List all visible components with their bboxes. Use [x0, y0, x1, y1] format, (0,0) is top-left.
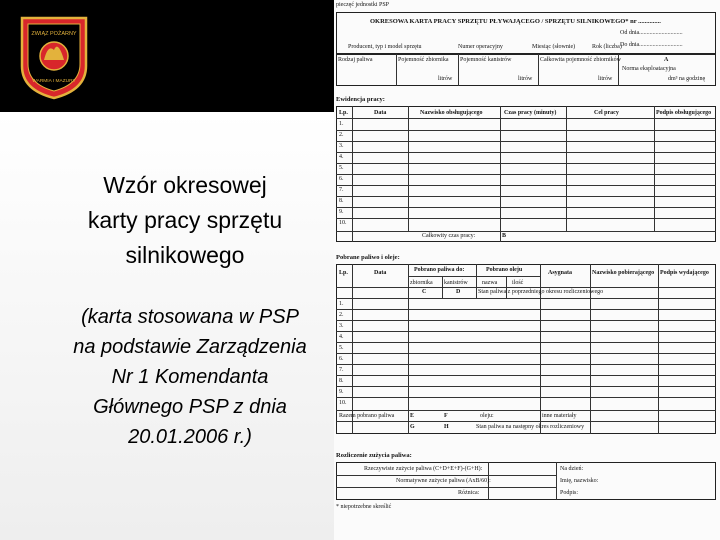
- calc-row-label: Różnica:: [458, 490, 480, 496]
- prev-fuel-label: Stan paliwa z poprzedniego okresu rozliczeniowego: [478, 289, 604, 295]
- row-number: 2.: [339, 312, 344, 318]
- column-header: Data: [374, 270, 387, 276]
- title-line: Wzór okresowej: [103, 172, 267, 198]
- column-header: Lp.: [339, 270, 348, 276]
- field-label: Rok (liczba): [592, 44, 622, 50]
- slide-subtitle: [40, 302, 340, 452]
- unit-label: litrów: [438, 76, 453, 82]
- work-section-title: Ewidencja pracy:: [336, 96, 385, 103]
- title-line: karty pracy sprzętu: [87, 207, 283, 233]
- norm-letter: A: [664, 57, 669, 63]
- column-header: Podpis obsługującego: [656, 110, 712, 116]
- row-number: 8.: [339, 378, 344, 384]
- row-number: 8.: [339, 198, 344, 204]
- field-label: Numer operacyjny: [458, 44, 503, 50]
- form-title: OKRESOWA KARTA PRACY SPRZĘTU PŁYWAJĄCEGO / SPRZĘTU SILNIKOWEGO* nr ..............: [370, 18, 661, 25]
- subtitle-line: Głównego PSP z dnia: [93, 396, 287, 418]
- column-subheader: zbiornika: [410, 280, 433, 286]
- field-label: Całkowita pojemność zbiorników: [540, 57, 621, 63]
- unit-label: litrów: [598, 76, 613, 82]
- fire-brigade-logo: [18, 14, 90, 100]
- subtitle-line: (karta stosowana w PSP: [81, 306, 299, 328]
- column-header: Czas pracy (minuty): [504, 110, 557, 116]
- sign-row-label: Na dzień:: [560, 466, 584, 472]
- row-number: 1.: [339, 121, 344, 127]
- logo-bottom-text: WARMIA I MAZURY: [32, 79, 76, 84]
- calc-row-label: Normatywne zużycie paliwa (AxB/60):: [396, 478, 491, 484]
- column-header: Pobrano oleju: [486, 267, 523, 273]
- sign-row-label: Podpis:: [560, 490, 579, 496]
- norm-unit: dm³ na godzinę: [668, 76, 706, 82]
- row-number: 3.: [339, 323, 344, 329]
- letter-d: D: [456, 289, 461, 295]
- logo-top-text: ZWIĄZ POŻARNY: [31, 31, 77, 37]
- norm-label: Norma eksploatacyjna: [622, 66, 676, 72]
- column-subheader: nazwa: [482, 280, 498, 286]
- field-label: Pojemność kanistrów: [460, 57, 512, 63]
- unit-stamp-label: pieczęć jednostki PSP: [336, 2, 389, 8]
- row-number: 10.: [339, 220, 347, 226]
- slide-title: [40, 168, 330, 273]
- column-header: Nazwisko obsługującego: [420, 110, 483, 116]
- unit-label: litrów: [518, 76, 533, 82]
- column-subheader: ilość: [512, 280, 524, 286]
- from-date-label: Od dnia.............................: [620, 30, 683, 36]
- column-header: Lp.: [339, 110, 348, 116]
- subtitle-line: na podstawie Zarządzenia: [73, 336, 307, 358]
- total-letter: B: [502, 233, 507, 239]
- sign-row-label: Imię, nazwisko:: [560, 478, 599, 484]
- subtitle-line: Nr 1 Komendanta: [111, 366, 269, 388]
- row-number: 5.: [339, 345, 344, 351]
- row-number: 9.: [339, 389, 344, 395]
- field-label: Producent, typ i model sprzętu: [348, 44, 422, 50]
- column-header: Cel pracy: [594, 110, 619, 116]
- sum-label: Razem pobrano paliwa: [339, 413, 395, 419]
- letter-h: H: [444, 424, 449, 430]
- fuel-section-title: Pobrane paliwo i oleje:: [336, 254, 400, 261]
- row-number: 2.: [339, 132, 344, 138]
- calc-row-label: Rzeczywiste zużycie paliwa (C+D+E+F)-(G+H):: [364, 466, 483, 472]
- letter-g: G: [410, 424, 415, 430]
- column-header: Data: [374, 110, 387, 116]
- footnote: * niepotrzebne skreślić: [336, 504, 392, 510]
- row-number: 6.: [339, 176, 344, 182]
- row-number: 3.: [339, 143, 344, 149]
- letter-e: E: [410, 413, 415, 419]
- row-number: 5.: [339, 165, 344, 171]
- row-number: 6.: [339, 356, 344, 362]
- subtitle-line: 20.01.2006 r.): [128, 426, 252, 448]
- field-label: Pojemność zbiornika: [398, 57, 449, 63]
- to-date-label: Do dnia.............................: [620, 42, 683, 48]
- letter-c: C: [422, 289, 427, 295]
- calc-section-title: Rozliczenie zużycia paliwa:: [336, 452, 412, 459]
- row-number: 10.: [339, 400, 347, 406]
- row-number: 9.: [339, 209, 344, 215]
- other-materials-label: inne materiały: [542, 413, 577, 419]
- letter-f: F: [444, 413, 448, 419]
- total-work-label: Całkowity czas pracy:: [422, 233, 476, 239]
- column-header: Nazwisko pobierającego: [592, 270, 655, 276]
- row-number: 4.: [339, 334, 344, 340]
- next-fuel-label: Stan paliwa na następny okres rozliczeniowy: [476, 424, 585, 430]
- field-label: Miesiąc (słownie): [532, 44, 576, 50]
- work-card-form: [334, 0, 720, 540]
- field-label: Rodzaj paliwa: [338, 57, 373, 63]
- title-line: silnikowego: [125, 242, 245, 268]
- oil-label: oleju:: [480, 413, 494, 419]
- row-number: 4.: [339, 154, 344, 160]
- column-header: Asygnata: [548, 270, 573, 276]
- column-header: Pobrano paliwa do:: [414, 267, 465, 273]
- column-subheader: kanistrów: [444, 280, 468, 286]
- column-header: Podpis wydającego: [660, 270, 709, 276]
- row-number: 7.: [339, 187, 344, 193]
- row-number: 1.: [339, 301, 344, 307]
- row-number: 7.: [339, 367, 344, 373]
